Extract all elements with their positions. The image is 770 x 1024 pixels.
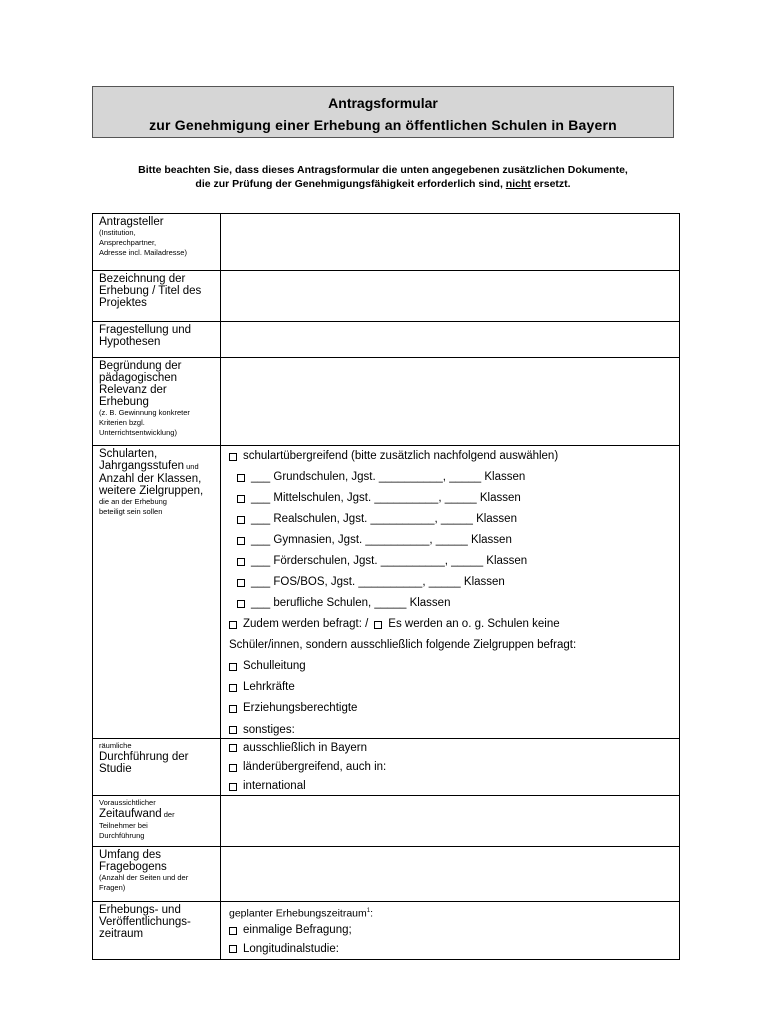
label-text: Studie — [99, 763, 132, 775]
label-text: weitere Zielgruppen, — [99, 485, 204, 497]
label-bezeichnung — [93, 271, 221, 322]
checkbox-icon[interactable] — [229, 945, 237, 953]
label-text: Begründung der — [99, 360, 182, 372]
label-text: Anzahl der Klassen, — [99, 473, 202, 485]
footnote-marker: 1 — [366, 908, 371, 914]
label-text: Schularten, — [99, 448, 158, 460]
label-hint: die an der Erhebung — [99, 497, 167, 506]
label-text-part: Zeitaufwand — [99, 808, 162, 820]
option-erziehungsberechtigte — [229, 698, 679, 719]
label-hint: Unterrichtsentwicklung) — [99, 428, 177, 437]
checkbox-icon[interactable] — [237, 537, 245, 545]
planned-period-label — [229, 902, 679, 920]
option-fos-bos — [229, 572, 679, 593]
label-hint: Fragen) — [99, 883, 126, 892]
field-fragestellung[interactable] — [221, 322, 680, 358]
row-umfang — [93, 847, 680, 902]
checkbox-icon[interactable] — [229, 453, 237, 461]
option-einmalig — [229, 920, 679, 941]
option-schulartuebergreifend — [229, 446, 679, 467]
label-text — [99, 460, 216, 473]
checkbox-icon[interactable] — [374, 621, 382, 629]
field-raeumlich — [221, 739, 680, 796]
label-text: Fragebogens — [99, 861, 167, 873]
option-label: länderübergreifend, auch in: — [243, 761, 387, 773]
label-umfang — [93, 847, 221, 902]
row-zeitraum — [93, 902, 680, 960]
option-foerderschulen — [229, 551, 679, 572]
option-zudem-keine — [229, 614, 679, 635]
notice-line-2 — [92, 177, 674, 191]
checkbox-icon[interactable] — [237, 600, 245, 608]
label-text: Erhebung — [99, 396, 149, 408]
option-label: ausschließlich in Bayern — [243, 742, 368, 754]
label-text: zeitraum — [99, 928, 144, 940]
label-text: Umfang des — [99, 849, 162, 861]
field-zeitaufwand[interactable] — [221, 796, 680, 847]
option-lehrkraefte — [229, 677, 679, 698]
checkbox-icon[interactable] — [237, 495, 245, 503]
checkbox-icon[interactable] — [237, 474, 245, 482]
field-bezeichnung[interactable] — [221, 271, 680, 322]
notice-line-2-a: die zur Prüfung der Genehmigungsfähigkeit erforderlich sind, — [195, 178, 506, 190]
option-label: ___ Mittelschulen, Jgst. __________, _____ Klassen — [251, 492, 521, 504]
label-zeitaufwand — [93, 796, 221, 847]
checkbox-icon[interactable] — [237, 579, 245, 587]
checkbox-icon[interactable] — [229, 705, 237, 713]
option-label: einmalige Befragung; — [243, 924, 352, 936]
field-antragsteller[interactable] — [221, 214, 680, 271]
option-continuation: Schüler/innen, sondern ausschließlich folgende Zielgruppen befragt: — [229, 639, 577, 651]
field-umfang[interactable] — [221, 847, 680, 902]
option-label: ___ berufliche Schulen, _____ Klassen — [251, 597, 451, 609]
checkbox-icon[interactable] — [229, 621, 237, 629]
option-international — [229, 778, 679, 795]
label-hint: Ansprechpartner, — [99, 238, 157, 247]
row-antragsteller — [93, 214, 680, 271]
option-label: Schulleitung — [243, 660, 306, 672]
label-hint: räumliche — [99, 741, 132, 750]
option-label: international — [243, 780, 306, 792]
label-hint: Voraussichtlicher — [99, 798, 156, 807]
checkbox-icon[interactable] — [237, 516, 245, 524]
label-text-small: der — [161, 810, 175, 819]
option-realschulen — [229, 509, 679, 530]
option-label: ___ Grundschulen, Jgst. __________, _____ Klassen — [251, 471, 526, 483]
label-text: Erhebung / Titel des — [99, 285, 202, 297]
label-hint: Durchführung — [99, 831, 145, 840]
label-begruendung — [93, 358, 221, 446]
checkbox-icon[interactable] — [229, 927, 237, 935]
label-hint: (Institution, — [99, 228, 136, 237]
form-subtitle: zur Genehmigung einer Erhebung an öffentlichen Schulen in Bayern — [149, 117, 617, 133]
label-text: Antragsteller — [99, 216, 164, 228]
planned-colon: : — [370, 907, 374, 920]
label-text: Hypothesen — [99, 336, 161, 348]
option-label: ___ Realschulen, Jgst. __________, _____ Klassen — [251, 513, 517, 525]
label-text: Erhebungs- und — [99, 904, 181, 916]
option-laenderuebergreifend — [229, 757, 679, 778]
option-label: Lehrkräfte — [243, 681, 295, 693]
label-hint: beteiligt sein sollen — [99, 507, 163, 516]
notice-text — [92, 163, 674, 191]
option-sonstiges — [229, 722, 679, 738]
checkbox-icon[interactable] — [229, 726, 237, 734]
label-text: Fragestellung und — [99, 324, 192, 336]
row-begruendung — [93, 358, 680, 446]
notice-line-2-b: ersetzt. — [530, 178, 571, 190]
checkbox-icon[interactable] — [229, 783, 237, 791]
form-title-box — [92, 86, 674, 138]
row-bezeichnung — [93, 271, 680, 322]
checkbox-icon[interactable] — [229, 744, 237, 752]
label-fragestellung — [93, 322, 221, 358]
checkbox-icon[interactable] — [229, 764, 237, 772]
option-label: ___ Gymnasien, Jgst. __________, _____ Klassen — [251, 534, 512, 546]
option-grundschulen — [229, 467, 679, 488]
row-schularten — [93, 446, 680, 739]
label-antragsteller — [93, 214, 221, 271]
label-text-small: und — [184, 462, 199, 471]
label-text: Projektes — [99, 297, 147, 309]
option-bayern — [229, 739, 679, 757]
label-hint: Teilnehmer bei — [99, 821, 148, 830]
row-zeitaufwand — [93, 796, 680, 847]
option-label: Zudem werden befragt: / — [243, 618, 369, 630]
label-zeitraum — [93, 902, 221, 960]
label-text: Bezeichnung der — [99, 273, 186, 285]
option-berufliche-schulen — [229, 593, 679, 614]
label-schularten — [93, 446, 221, 739]
field-zeitraum — [221, 902, 680, 960]
label-text: pädagogischen — [99, 372, 178, 384]
application-form-table — [92, 213, 680, 960]
option-gymnasien — [229, 530, 679, 551]
planned-text: geplanter Erhebungszeitraum — [229, 907, 367, 920]
option-label: Erziehungsberechtigte — [243, 702, 358, 714]
option-label: ___ Förderschulen, Jgst. __________, _____ Klassen — [251, 555, 528, 567]
option-schulleitung — [229, 656, 679, 677]
row-fragestellung — [93, 322, 680, 358]
checkbox-icon[interactable] — [229, 663, 237, 671]
label-hint: Kriterien bzgl. — [99, 418, 145, 427]
field-schularten — [221, 446, 680, 739]
option-label: Longitudinalstudie: — [243, 943, 339, 955]
option-mittelschulen — [229, 488, 679, 509]
option-label: ___ FOS/BOS, Jgst. __________, _____ Klassen — [251, 576, 505, 588]
label-raeumlich — [93, 739, 221, 796]
checkbox-icon[interactable] — [237, 558, 245, 566]
option-label: schulartübergreifend (bitte zusätzlich nachfolgend auswählen) — [243, 450, 559, 462]
option-longitudinal — [229, 941, 679, 957]
label-text: Veröffentlichungs- — [99, 916, 191, 928]
option-label: Es werden an o. g. Schulen keine — [388, 618, 560, 630]
row-raeumlich — [93, 739, 680, 796]
label-text: Relevanz der — [99, 384, 167, 396]
label-text: Durchführung der — [99, 751, 189, 763]
checkbox-icon[interactable] — [229, 684, 237, 692]
field-begruendung[interactable] — [221, 358, 680, 446]
label-hint: (Anzahl der Seiten und der — [99, 873, 189, 882]
label-hint: (z. B. Gewinnung konkreter — [99, 408, 190, 417]
notice-line-1: Bitte beachten Sie, dass dieses Antragsformular die unten angegebenen zusätzlichen Dokumente, — [138, 164, 628, 176]
form-title: Antragsformular — [328, 95, 438, 111]
label-text — [99, 808, 216, 821]
label-text-part: Jahrgangsstufen — [99, 460, 185, 472]
option-label: sonstiges: — [243, 724, 295, 736]
label-hint: Adresse incl. Mailadresse) — [99, 248, 187, 257]
notice-underlined-word: nicht — [505, 178, 531, 190]
